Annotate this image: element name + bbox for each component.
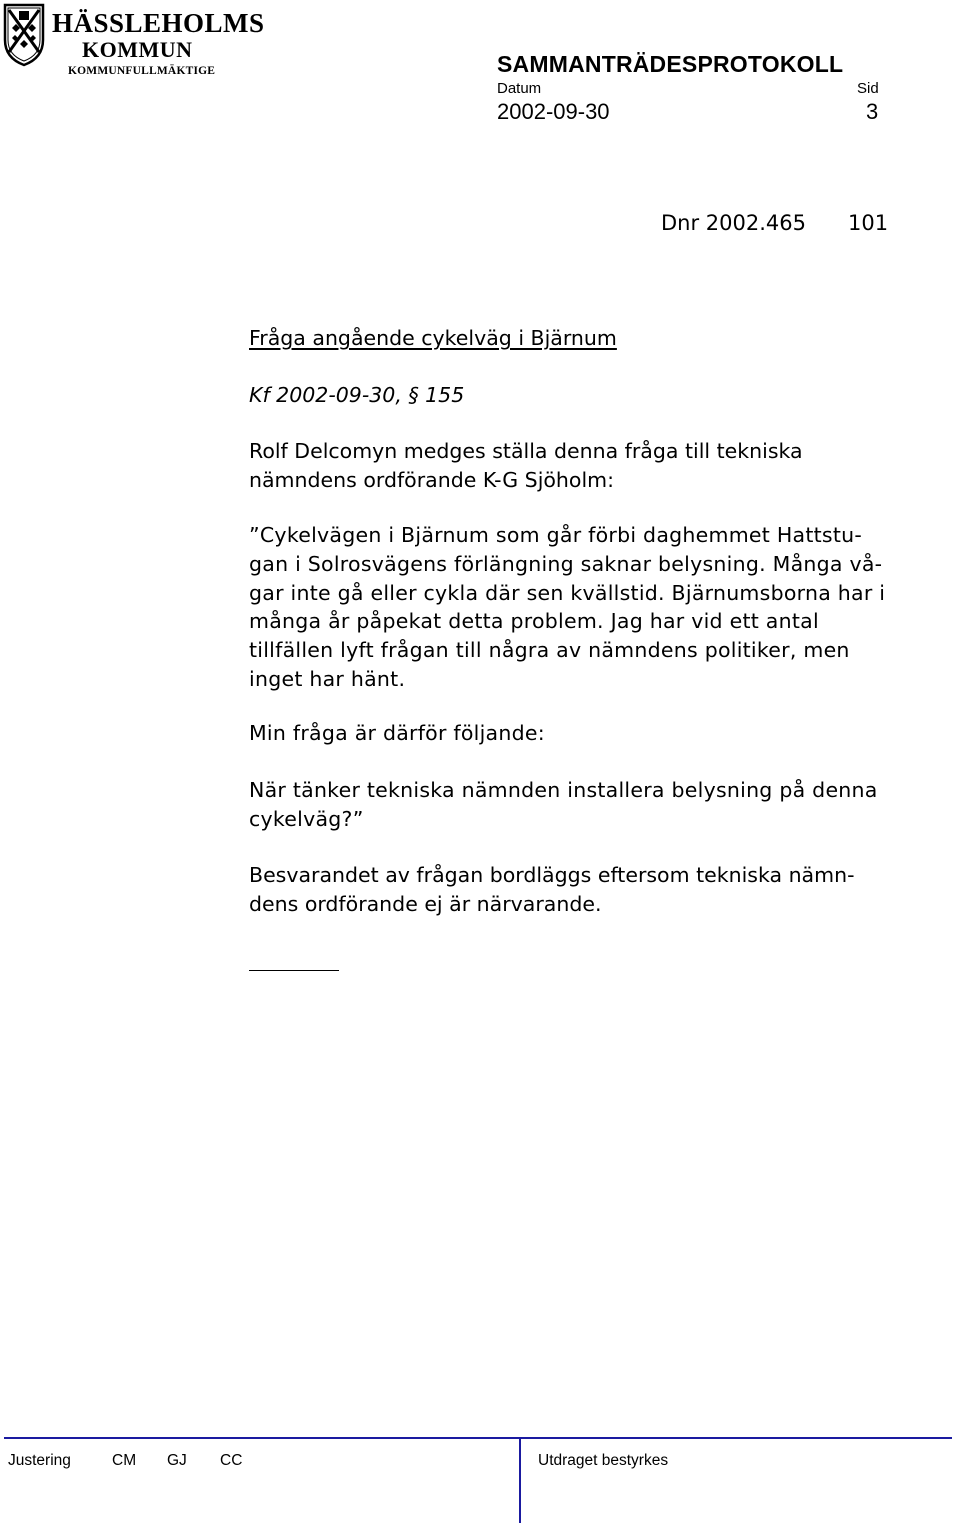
sid-value: 3	[866, 99, 879, 124]
footer-rule	[4, 1437, 952, 1439]
quote-line: tillfällen lyft frågan till några av nämndens politiker, men	[249, 638, 850, 663]
quoted-question	[249, 521, 885, 694]
initials-cm: CM	[112, 1452, 137, 1469]
meeting-reference: Kf 2002-09-30, § 155	[249, 383, 465, 407]
datum-value: 2002-09-30	[497, 99, 610, 124]
utdraget-bestyrkes-label: Utdraget bestyrkes	[538, 1452, 669, 1469]
end-of-item-rule	[249, 970, 339, 971]
sid-label: Sid	[857, 80, 879, 97]
intro-line: nämndens ordförande K-G Sjöholm:	[249, 467, 615, 492]
quote-line: ”Cykelvägen i Bjärnum som går förbi daghemmet Hattstu-	[249, 523, 863, 547]
paragraph-number: 101	[848, 211, 889, 235]
document-type-heading: SAMMANTRÄDESPROTOKOLL	[497, 51, 844, 77]
logo-name-line1: HÄSSLEHOLMS	[52, 8, 265, 38]
intro-line: Rolf Delcomyn medges ställa denna fråga till tekniska	[249, 439, 803, 463]
decision-line: dens ordförande ej är närvarande.	[249, 891, 602, 916]
decision-line: Besvarandet av frågan bordläggs eftersom tekniska nämn-	[249, 863, 855, 887]
justering-label: Justering	[8, 1452, 71, 1469]
item-title: Fråga angående cykelväg i Bjärnum	[249, 326, 617, 350]
coat-of-arms-icon	[2, 2, 46, 68]
question-line: cykelväg?”	[249, 806, 364, 831]
quote-line: många år påpekat detta problem. Jag har vid ett antal	[249, 609, 819, 634]
dnr-line	[661, 211, 888, 235]
logo-name-line2: KOMMUN	[82, 37, 193, 62]
decision-paragraph	[249, 861, 854, 919]
initials-cc: CC	[220, 1452, 243, 1469]
logo-name-line3: KOMMUNFULLMÄKTIGE	[68, 65, 216, 77]
initials-gj: GJ	[167, 1452, 187, 1469]
question-line: När tänker tekniska nämnden installera belysning på denna	[249, 778, 878, 802]
quote-line: gar inte gå eller cykla där sen kvällstid. Bjärnumsborna har i	[249, 580, 886, 605]
quote-line: inget har hänt.	[249, 666, 406, 691]
municipality-logo	[2, 2, 265, 82]
footer-divider	[519, 1437, 521, 1523]
question-intro: Min fråga är därför följande:	[249, 721, 545, 745]
dnr-label: Dnr 2002.465	[661, 211, 806, 235]
question-paragraph	[249, 776, 878, 834]
datum-label: Datum	[497, 80, 542, 97]
intro-paragraph	[249, 437, 803, 495]
quote-line: gan i Solrosvägens förlängning saknar belysning. Många vå-	[249, 551, 883, 576]
